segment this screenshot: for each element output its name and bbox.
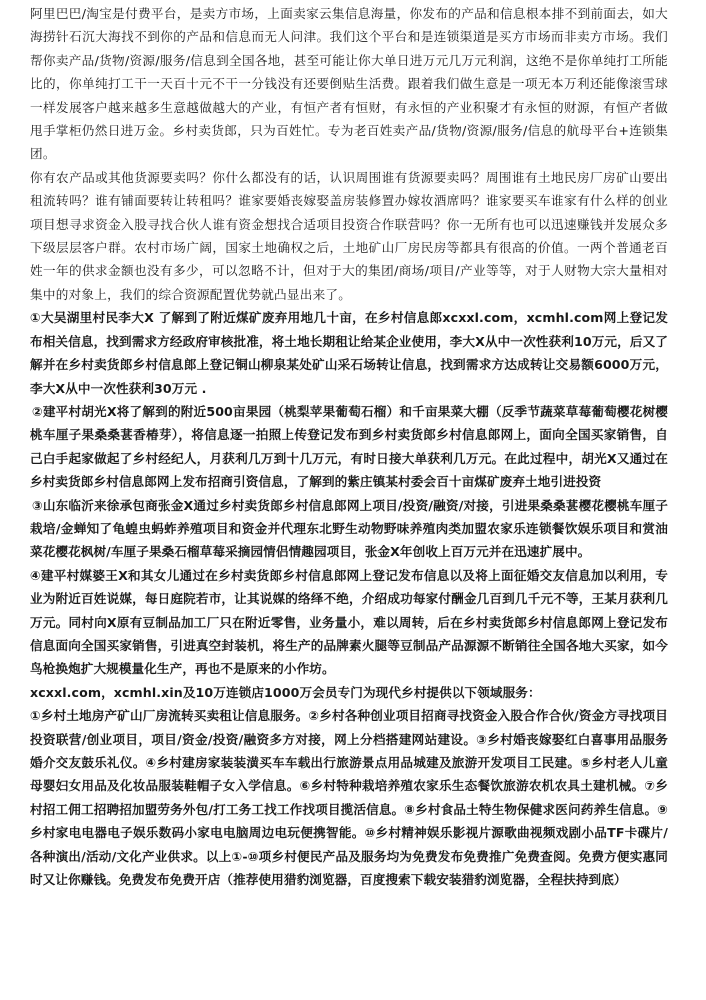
case-4-paragraph: ④建平村媒婆王X和其女儿通过在乡村卖货郎乡村信息郎网上登记发布信息以及将上面征婚交友信息加以利用，专业为附近百姓说媒，每日庭院若市，让其说媒的络绎不绝，介绍成功每家付酬金几百到几千元不等，王某月获利几万元。同村向X原有豆制品加工厂只在附近零售，业务量小，难以周转，后在乡村卖货郎乡村信息郎网上登记发布信息面向全国买家销售，引进真空封装机，将生产的品牌素火腿等豆制品产品源源不断销往全国各地大买家，如今鸟枪换炮扩大规模量化生产，再也不是原来的小作坊。 [30, 567, 668, 677]
services-heading: xcxxl.com，xcmhl.xin及10万连锁店1000万会员专门为现代乡村提供以下领域服务： [30, 684, 541, 700]
intro-paragraph-platform: 阿里巴巴/淘宝是付费平台，是卖方市场，上面卖家云集信息海量，你发布的产品和信息根本排不到前面去，如大海捞针石沉大海找不到你的产品和信息而无人问津。我们这个平台和是连锁渠道是买方市场而非卖方市场。我们帮你卖产品/货物/资源/服务/信息到全国各地，甚至可能让你大单日进万元几万元利润，这绝不是你单纯打工所能比的，你单纯打工干一天百十元不干一分钱没有还要倒贴生活费。跟着我们做生意是一项无本万利还能像滚雪球一样发展客户越来越多生意越做越大的产业，有恒产者有恒财，有永恒的产业积聚才有永恒的财源，有恒产者做甩手掌柜仍然日进万金。乡村卖货郎，只为百姓忙。专为老百姓卖产品/货物/资源/服务/信息的航母平台+连锁集团。 [30, 6, 668, 162]
case-3-paragraph: ③山东临沂来徐承包商张金X通过乡村卖货郎乡村信息郎网上项目/投资/融资/对接，引进果桑桑葚樱花樱桃车厘子栽培/金蝉知了龟蝗虫蚂蚱养殖项目和资金并代理东北野生动物野味养殖肉类加盟农家乐连锁餐饮娱乐项目和赏油菜花樱花枫树/车厘子果桑石榴草莓采摘园情侣情趣园项目，张金X年创收上百万元并在迅速扩展中。 [30, 497, 668, 560]
case-2-paragraph: ②建平村胡光X将了解到的附近500亩果园（桃梨苹果葡萄石榴）和千亩果菜大棚（反季节蔬菜草莓葡萄樱花树樱桃车厘子果桑桑葚香椿芽），将信息逐一拍照上传登记发布到乡村卖货郎乡村信息郎网上，面向全国买家销售，自己白手起家做起了乡村经纪人，月获利几万到十几万元，有时日接大单获利几万元。在此过程中，胡光X又通过在乡村卖货郎乡村信息郎网上发布招商引资信息，了解到的紫庄镇某村委会百十亩煤矿废弃土地引进投资 [30, 403, 668, 490]
services-list-paragraph: ①乡村土地房产矿山厂房流转买卖租让信息服务。②乡村各种创业项目招商寻找资金入股合作合伙/资金方寻找项目投资联营/创业项目，项目/资金/投资/融资多方对接，网上分档搭建网站建设。③乡村婚丧嫁娶红白喜事用品服务婚介交友鼓乐礼仪。④乡村建房家装装潢买车车载出行旅游景点用品城建及旅游开发项目工民建。⑤乡村老人儿童母婴妇女用品及化妆品服装鞋帽子女入学信息。⑥乡村特种栽培养殖农家乐生态餐饮旅游农机农具土建机械。⑦乡村招工佣工招聘招加盟劳务外包/打工务工找工作找项目揽活信息。⑧乡村食品土特生物保健求医问药养生信息。⑨乡村家电电器电子娱乐数码小家电电脑周边电玩便携智能。⑩乡村精神娱乐影视片源歌曲视频戏剧小品TF卡碟片/各种演出/活动/文化产业供求。以上①-⑩项乡村便民产品及服务均为免费发布免费推广免费查阅。免费方便实惠同时又让你赚钱。免费发布免费开店（推荐使用猎豹浏览器，百度搜索下载安装猎豹浏览器，全程扶持到底） [30, 708, 668, 888]
intro-paragraph-questions: 你有农产品或其他货源要卖吗？你什么都没有的话，认识周围谁有货源要卖吗？周围谁有土地民房厂房矿山要出租流转吗？谁有铺面要转让转租吗？谁家要婚丧嫁娶盖房装修置办嫁妆酒席吗？谁家要买车谁家有什么样的创业项目想寻求资金入股寻找合伙人谁有资金想找合适项目投资合作联营吗？你一无所有也可以迅速赚钱并发展众多下级层层客户群。农村市场广阔，国家土地确权之后，土地矿山厂房民房等都具有很高的价值。一两个普通老百姓一年的供求金额也没有多少，可以忽略不计，但对于大的集团/商场/项目/产业等等，对于人财物大宗大量相对集中的对象上，我们的综合资源配置优势就凸显出来了。 [30, 169, 668, 302]
case-1-paragraph: ①大吴湖里村民李大X 了解到了附近煤矿废弃用地几十亩，在乡村信息郎xcxxl.com，xcmhl.com网上登记发布相关信息，找到需求方经政府审核批准，将土地长期租让给某企业使用，李大X从中一次性获利10万元，后又了解并在乡村卖货郎乡村信息郎上登记铜山柳泉某处矿山采石场转让信息，找到需求方达成转让交易额6000万元，李大X从中一次性获利30万元 . [30, 310, 668, 396]
